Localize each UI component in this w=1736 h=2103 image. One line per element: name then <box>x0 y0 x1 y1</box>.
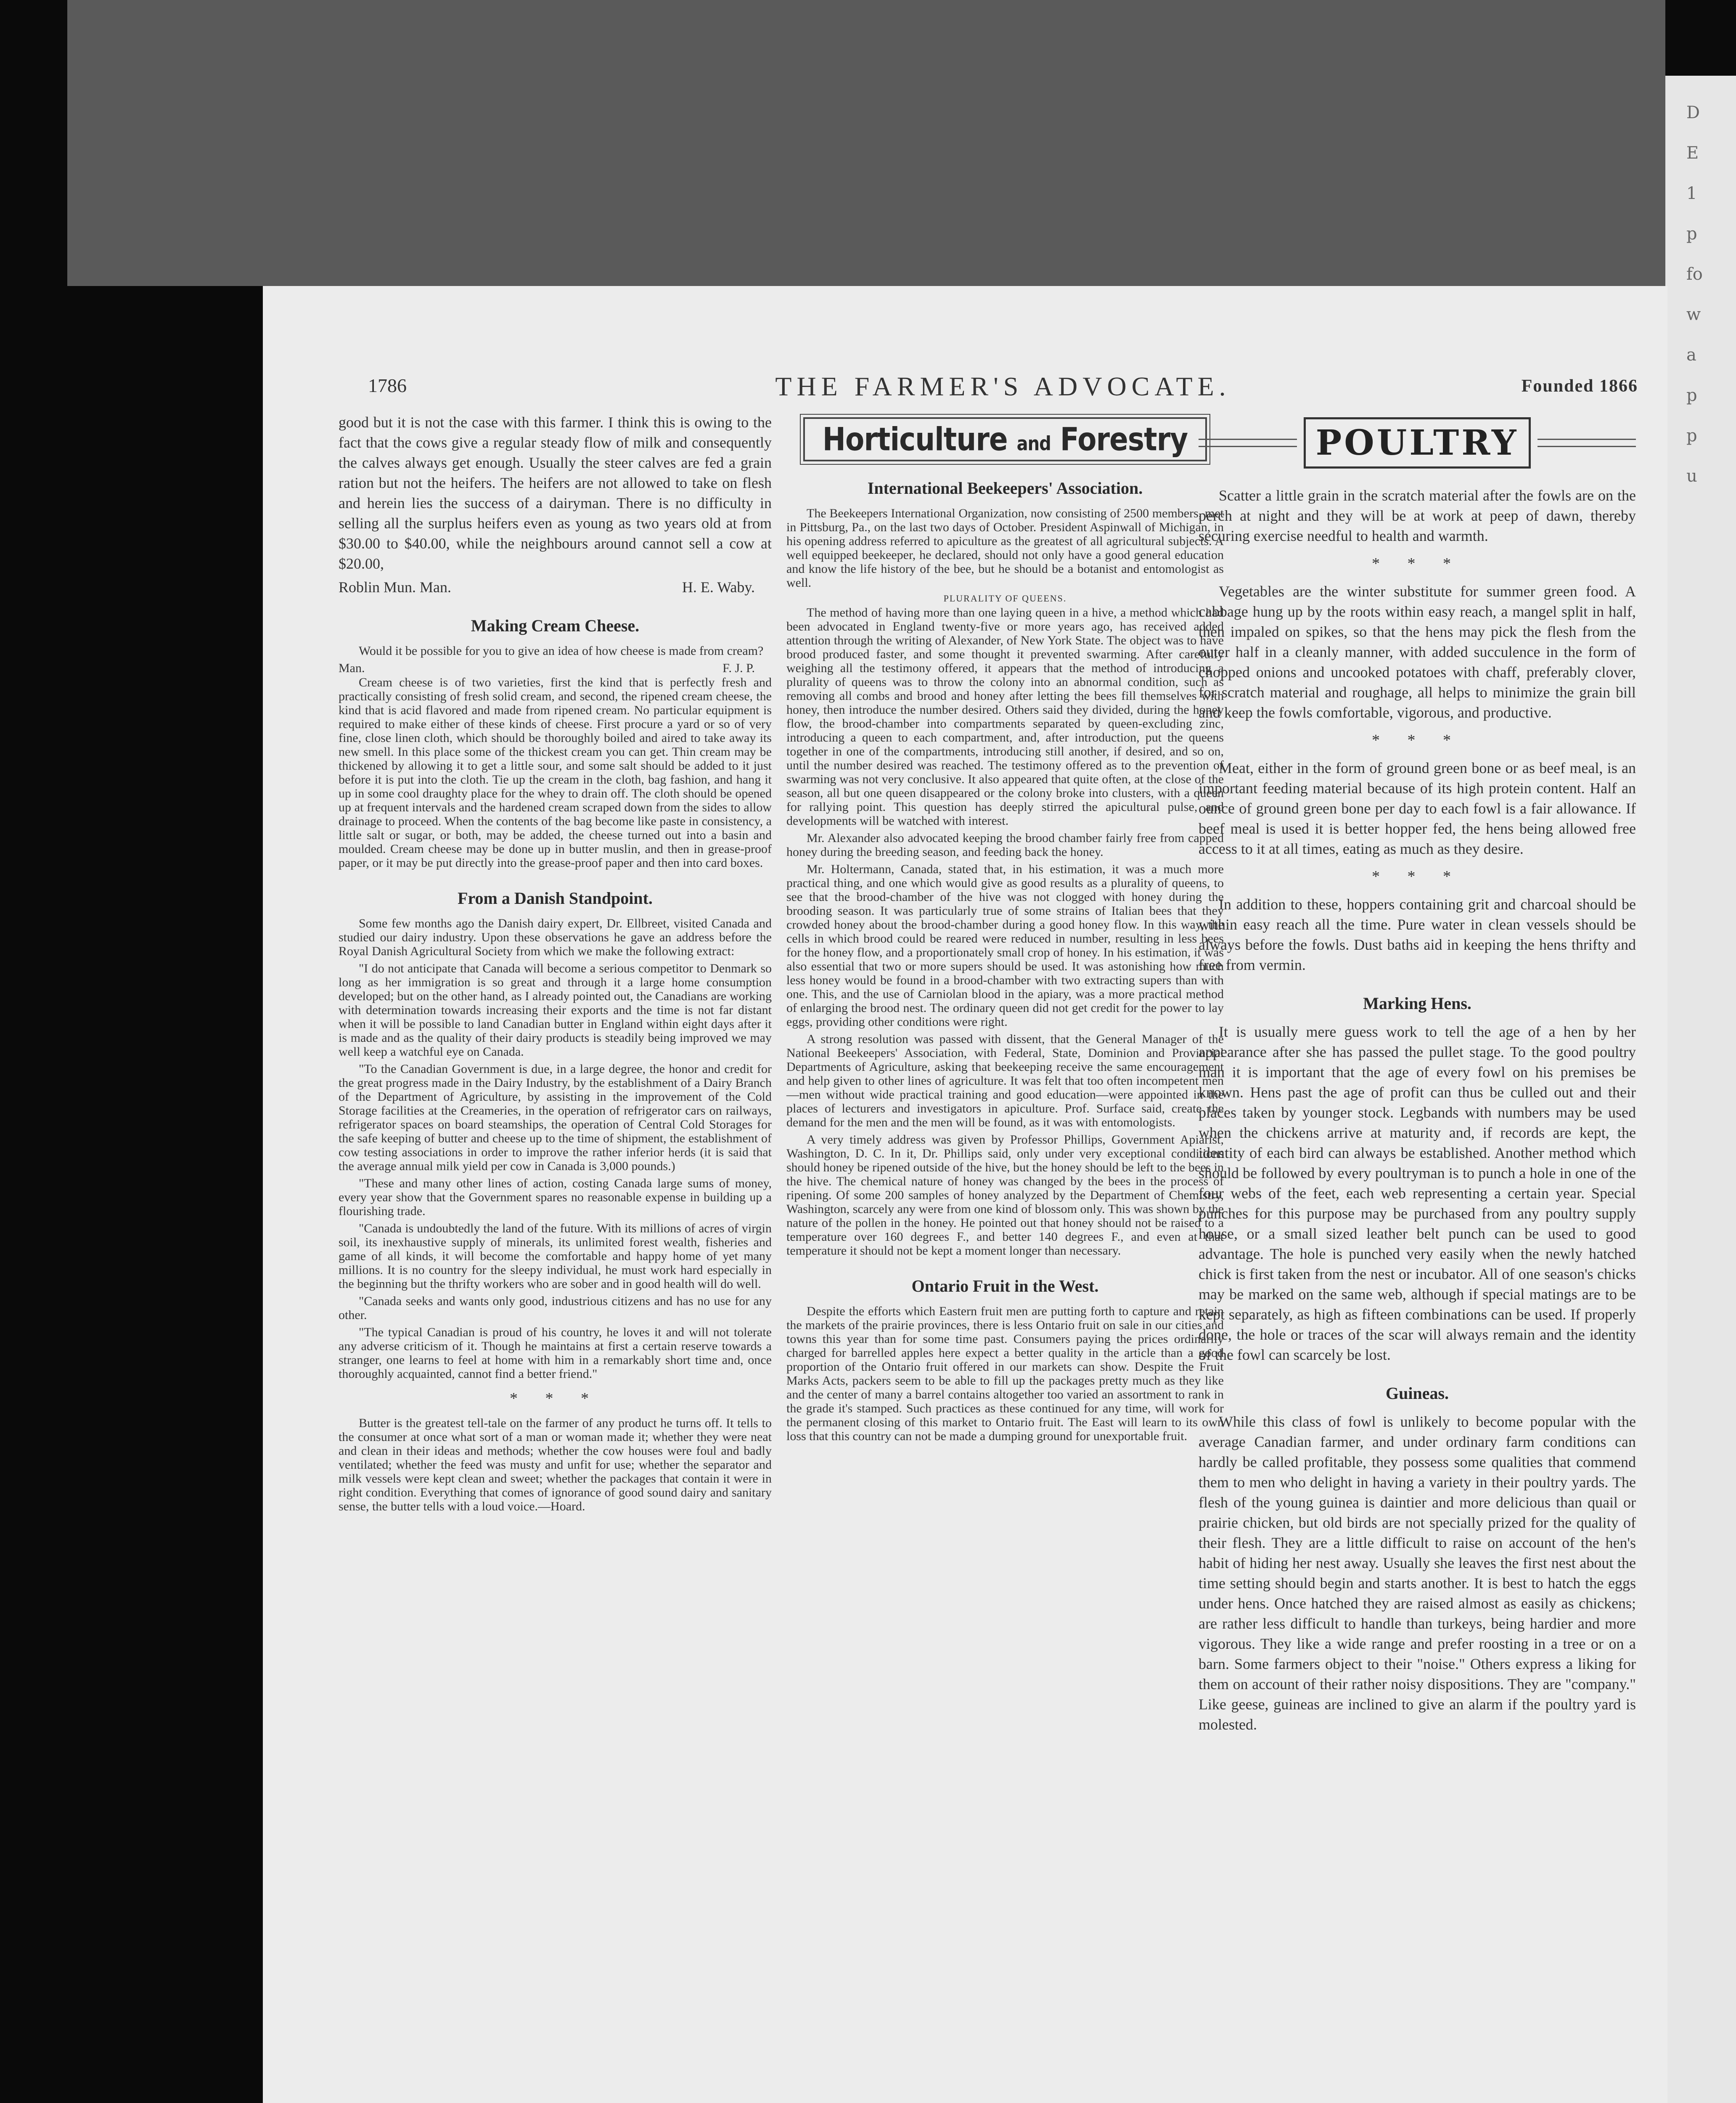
adjacent-page-fragments: D E 1 p fo w a p p u <box>1686 103 1703 486</box>
danish-paragraph: "The typical Canadian is proud of his country, he loves it and will not tolerate any adverse criticism of it. Though he maintains at first a certain reserve towards a stranger, one learns to feel at home with him in a remarkably short time and, once thoroughly acquainted, cannot find a better friend." <box>339 1325 772 1381</box>
banner-title <box>809 421 1201 458</box>
beekeepers-intro: The Beekeepers International Organization, now consisting of 2500 members, met in Pittsburg, Pa., on the last two days of October. President Aspinwall of Michigan, in his opening address referred to apiculture as the greatest of all agricultural subjects. A well equipped beekeeper, he declared, should not only have a good general education and know the life history of the bee, but he should be a botanist and entomologist as well. <box>786 506 1224 590</box>
banner-word-and: and <box>1016 432 1051 455</box>
column-1 <box>339 412 772 1517</box>
article-title-cream-cheese: Making Cream Cheese. <box>471 616 640 635</box>
horticulture-banner <box>803 417 1207 461</box>
article-title-danish: From a Danish Standpoint. <box>458 889 653 908</box>
butter-paragraph: Butter is the greatest tell-tale on the farmer of any product he turns off. It tells to the consumer at once what sort of a man or woman made it; whether they were neat and clean in their ideas and methods; whether the cow houses were foul and badly ventilated; whether the feed was musty and unfit for use; whether the separator and milk vessels were kept clean and sweet; whether the packages that contain it were in right condition. Everything that comes of ignorance of good sound dairy and sanitary sense, the butter tells with a loud voice.—Hoard. <box>339 1416 772 1513</box>
article-title-beekeepers: International Beekeepers' Association. <box>867 479 1143 498</box>
column-2 <box>786 412 1224 1446</box>
beekeepers-paragraph: A strong resolution was passed with dissent, that the General Manager of the National Beekeepers' Association, with Federal, State, Dominion and Provincial Departments of Agriculture, asking that beekeeping receive the same encouragement and help given to other lines of agriculture. It was felt that too often incompetent men—men without wide practical training and good education—were appointed in the places of lecturers and investigators in apiculture. Prof. Surface said, create the demand for the men and the men will be found, as it was with entomologists. <box>786 1032 1224 1129</box>
guineas-paragraph: While this class of fowl is unlikely to become popular with the average Canadian farmer, and under ordinary farm conditions can hardly be called profitable, they possess some qualities that commend them to men who delight in having a variety in their poultry yards. The flesh of the young guinea is daintier and more delicious than quail or prairie chicken, but old birds are not specially prized for the quality of their flesh. They are a little difficult to raise on account of the hen's habit of hiding her nest away. Usually she leaves the first nest about the time setting should begin and starts another. It is best to hatch the eggs under hens. Once hatched they are raised almost as easily as chickens; are rather less difficult to handle than turkeys, being hardier and more vigorous. They like a wide range and prefer roosting in a tree or on a barn. Some farmers object to their "noise." Others express a liking for them on account of their rather noisy dispositions. They are "company." Like geese, guineas are inclined to give an alarm if the poultry yard is molested. <box>1199 1413 1636 1733</box>
poultry-paragraph: Scatter a little grain in the scratch material after the fowls are on the perch at night and they will be at work at peep of dawn, thereby securing exercise needful to health and warmth. <box>1199 487 1636 544</box>
danish-paragraph: "These and many other lines of action, costing Canada large sums of money, every year show that the Government spares no reasonable expense in building up a flourishing trade. <box>339 1176 772 1218</box>
danish-paragraph: "To the Canadian Government is due, in a large degree, the honor and credit for the great progress made in the Dairy Industry, by the establishment of a Dairy Branch of the Department of Agriculture, by assisting in the improvement of the Cold Storage facilities at the Creameries, in the operation of refrigerator cars on railways, refrigerator spaces on board steamships, the operation of Central Cold Storages for the safe keeping of butter and cheese up to the time of shipment, the establishment of cow testing associations in order to improve the rather inferior herds (it is said that the average annual milk yield per cow in Canada is 3,000 pounds.) <box>339 1062 772 1173</box>
banner-rule-right <box>1538 439 1636 447</box>
banner-rule-left <box>1199 439 1297 447</box>
question-signoff <box>339 661 772 675</box>
cream-cheese-answer: Cream cheese is of two varieties, first the kind that is perfectly fresh and practically consisting of fresh solid cream, and second, the ripened cream cheese, the kind that is acid flavored and made from ripened cream. No particular equipment is required to make either of these kinds of cheese. First procure a yard or so of very fine, close linen cloth, which should be thoroughly boiled and aired to take away its new smell. In this place some of the thickest cream you can get. Thin cream may be thickened by allowing it to get a little sour, and some salt should be added to it just before it is put into the cloth. Tie up the cream in the cloth, bag fashion, and hang it up in some cool draughty place for the whey to drain off. The cloth should be opened up at frequent intervals and the hardened cream scraped down from the sides to allow drainage to proceed. When the contents of the bag become like paste in consistency, a little salt or sugar, or both, may be added, the cheese turned out into a basin and moulded. Cream cheese may be done up in butter muslin, and then in grease-proof paper, or it may be put directly into the grease-proof paper and then into card boxes. <box>339 675 772 870</box>
marking-hens-paragraph: It is usually mere guess work to tell the age of a hen by her appearance after she has passed the pullet stage. To the good poultry man it is important that the age of every fowl on his premises be known. Hens past the age of profit can thus be culled out and their places taken by younger stock. Legbands with numbers may be used when the chickens arrive at maturity and, if records are kept, the identity of each bird can always be established. Another method which should be followed by every poultryman is to punch a hole in one of the four webs of the feet, each web representing a certain year. Special punches for this purpose may be purchased from any poultry supply house, or a small sized leather belt punch can be used to good advantage. The hole is punched very easily when the newly hatched chick is first taken from the nest or incubator. All of one season's chicks may be marked on the same web, although if special matings are to be kept separately, as high as fifteen combinations can be used. If properly done, the hole or traces of the scar will always remain and the identity of the fowl can scarcely be lost. <box>1199 1023 1636 1363</box>
article-title-guineas: Guineas. <box>1385 1384 1449 1403</box>
banner-word-end: Forestry <box>1060 421 1188 458</box>
scan-dark-margin <box>0 0 261 2103</box>
question-location: Man. <box>339 661 365 675</box>
danish-paragraph: "Canada seeks and wants only good, industrious citizens and has no use for any other. <box>339 1294 772 1322</box>
poultry-title: POULTRY <box>1304 417 1531 469</box>
signoff <box>339 577 772 597</box>
ontario-paragraph: Despite the efforts which Eastern fruit men are putting forth to capture and retain the markets of the prairie provinces, there is less Ontario fruit on sale in our cities and towns this year than for some time past. Consumers paying the prices ordinarily charged for barrelled apples here expect a better quality in the article than a good proportion of the Ontario fruit offered in our markets can show. Despite the Fruit Marks Acts, packers seem to be able to fill up the packages pretty much as they like and the center of many a barrel contains altogether too varied an assortment to rank in the grade it's stamped. Such practices as these continued for any time, will work for the permanent closing of this market to Ontario fruit. The East will learn to its own loss that this country can not be made a dumping ground for unexportable fruit. <box>786 1304 1224 1443</box>
page-header <box>368 371 1638 404</box>
article-title-marking-hens: Marking Hens. <box>1363 994 1471 1013</box>
beekeepers-paragraph: A very timely address was given by Professor Phillips, Government Apiarist, Washington, D. C. In it, Dr. Phillips said, only under very exceptional conditions should honey be ripened outside of the hive, but the honey should be left to the bees in the hive. The chemical nature of honey was changed by the bees in the process of ripening. Of some 200 samples of honey analyzed by the Department of Chemistry, Washington, scarcely any were from one kind of blossom only. This was shown by the nature of the pollen in the honey. He pointed out that honey should not be raised to a temperature over 160 degrees F., and better 140 degrees F., and even at that temperature it should not be kept a moment longer than necessary. <box>786 1133 1224 1258</box>
section-separator: * * * <box>510 1390 601 1407</box>
newspaper-page <box>263 286 1667 2103</box>
article-title-ontario: Ontario Fruit in the West. <box>911 1277 1099 1295</box>
poultry-paragraph: In addition to these, hoppers containing grit and charcoal should be within easy reach all the time. Pure water in clean vessels should be always before the fowls. Dust baths aid in keeping the hens thrifty and free from vermin. <box>1199 896 1636 973</box>
poultry-paragraph: Vegetables are the winter substitute for summer green food. A cabbage hung up by the roots within easy reach, a mangel split in half, then impaled on spikes, so that the hens may pick the flesh from the outer half in a cleanly manner, with added succulence in the form of chopped onions and uncooked potatoes with chaff, preferably clover, for scratch material and roughage, all helps to minimize the grain bill and keep the fowls comfortable, vigorous, and productive. <box>1199 583 1636 721</box>
column-3 <box>1199 412 1636 1738</box>
section-separator: * * * <box>1372 868 1463 885</box>
intro-paragraph: good but it is not the case with this farmer. I think this is owing to the fact that the cows give a regular steady flow of milk and consequently the calves always get enough. Usually the steer calves are fed a grain ration but not the heifers. The heifers are not allowed to take on flesh and herein lies the success of a dairyman. There is no difficulty in selling all the surplus heifers even as young as two years old at from $30.00 to $40.00, while the neighbours around cannot sell a cow at $20.00, <box>339 414 772 572</box>
page-number: 1786 <box>368 375 407 396</box>
question-initials: F. J. P. <box>722 661 755 675</box>
poultry-paragraph: Meat, either in the form of ground green bone or as beef meal, is an important feeding material because of its high protein content. Half an ounce of ground green bone per day to each fowl is a fair allowance. If beef meal is used it is better hopper fed, the hens being allowed free access to it at all times, eating as much as they desire. <box>1199 760 1636 857</box>
danish-paragraph: "I do not anticipate that Canada will become a serious competitor to Denmark so long as her immigration is so great and through it a large home consumption developed; but on the other hand, as I already pointed out, the Canadians are working with determination towards increasing their exports and the time is not far distant when it will be possible to land Canadian butter in England within eight days after it is made and as the quality of their dairy products is steadily being improved we may well keep a watchful eye on Canada. <box>339 961 772 1059</box>
masthead-title: THE FARMER'S ADVOCATE. <box>775 371 1231 401</box>
signoff-location: Roblin Mun. Man. <box>339 579 452 596</box>
signoff-name: H. E. Waby. <box>682 579 755 596</box>
scan-top-shadow <box>67 0 1665 286</box>
poultry-banner <box>1199 417 1636 469</box>
beekeepers-paragraph: The method of having more than one laying queen in a hive, a method which had been advocated in England twenty-five or more years ago, has received added attention through the writing of Alexander, of New York State. The object was to have brood produced faster, and some thought it prevented swarming. After carefully weighing all the testimony offered, it appears that the method of introducing a plurality of queens was to throw the colony into an abnormal condition, such as removing all combs and brood and honey after letting the bees fill themselves with honey, then introduce the number desired. Others said they divided, during the honey flow, the brood-chamber into compartments separated by queen-excluding zinc, introducing a queen to each compartment, and, after introduction, put the queens together in one of the compartments, introducing still another, if desired, and so on, until the number desired was reached. The testimony offered as to the prevention of swarming was not very conclusive. It also appeared that quite often, at the close of the season, all but one queen disappeared or the colony broke into clusters, with a queen for rallying point. This question has deeply stirred the apicultural pulse, and developments will be watched with interest. <box>786 606 1224 828</box>
banner-word-main: Horticulture <box>822 421 1008 458</box>
beekeepers-paragraph: Mr. Alexander also advocated keeping the brood chamber fairly free from capped honey during the breeding season, and feeding back the honey. <box>786 831 1224 859</box>
beekeepers-paragraph: Mr. Holtermann, Canada, stated that, in his estimation, it was a much more practical thing, and one which would give as good results as a plurality of queens, to see that the brood-chamber of the hive was not clogged with honey during the brooding season. It was particularly true of some strains of Italian bees that they crowded honey about the brood-chamber during a good honey flow. In this way, the cells in which brood could be reared were reduced in number, resulting in less bees for the honey flow, and a proportionately small crop of honey. In his estimation, it was also essential that two or more supers should be used. It was astonishing how much less honey would be found in a brood-chamber with two extracting supers than with one. This, and the use of Carniolan blood in the apiary, was a more practical method of enlarging the brood nest. The ordinary queen did not get credit for the power to lay eggs, providing other conditions were right. <box>786 862 1224 1029</box>
section-separator: * * * <box>1372 555 1463 572</box>
section-separator: * * * <box>1372 731 1463 749</box>
founded-label: Founded 1866 <box>1521 376 1638 396</box>
danish-paragraph: "Canada is undoubtedly the land of the future. With its millions of acres of virgin soil, its inexhaustive supply of minerals, its unlimited forest wealth, fisheries and game of all kinds, it will become the comfortable and happy home of yet many millions. It is no country for the sleepy individual, he must work hard especially in the beginning but the thrifty workers who are sober and in good health will do well. <box>339 1221 772 1291</box>
reader-question: Would it be possible for you to give an idea of how cheese is made from cream? <box>359 644 764 658</box>
danish-paragraph: Some few months ago the Danish dairy expert, Dr. Ellbreet, visited Canada and studied our dairy industry. Upon these observations he gave an address before the Royal Danish Agricultural Society from which we make the following extract: <box>339 916 772 958</box>
beekeepers-subhead: PLURALITY OF QUEENS. <box>943 593 1067 604</box>
